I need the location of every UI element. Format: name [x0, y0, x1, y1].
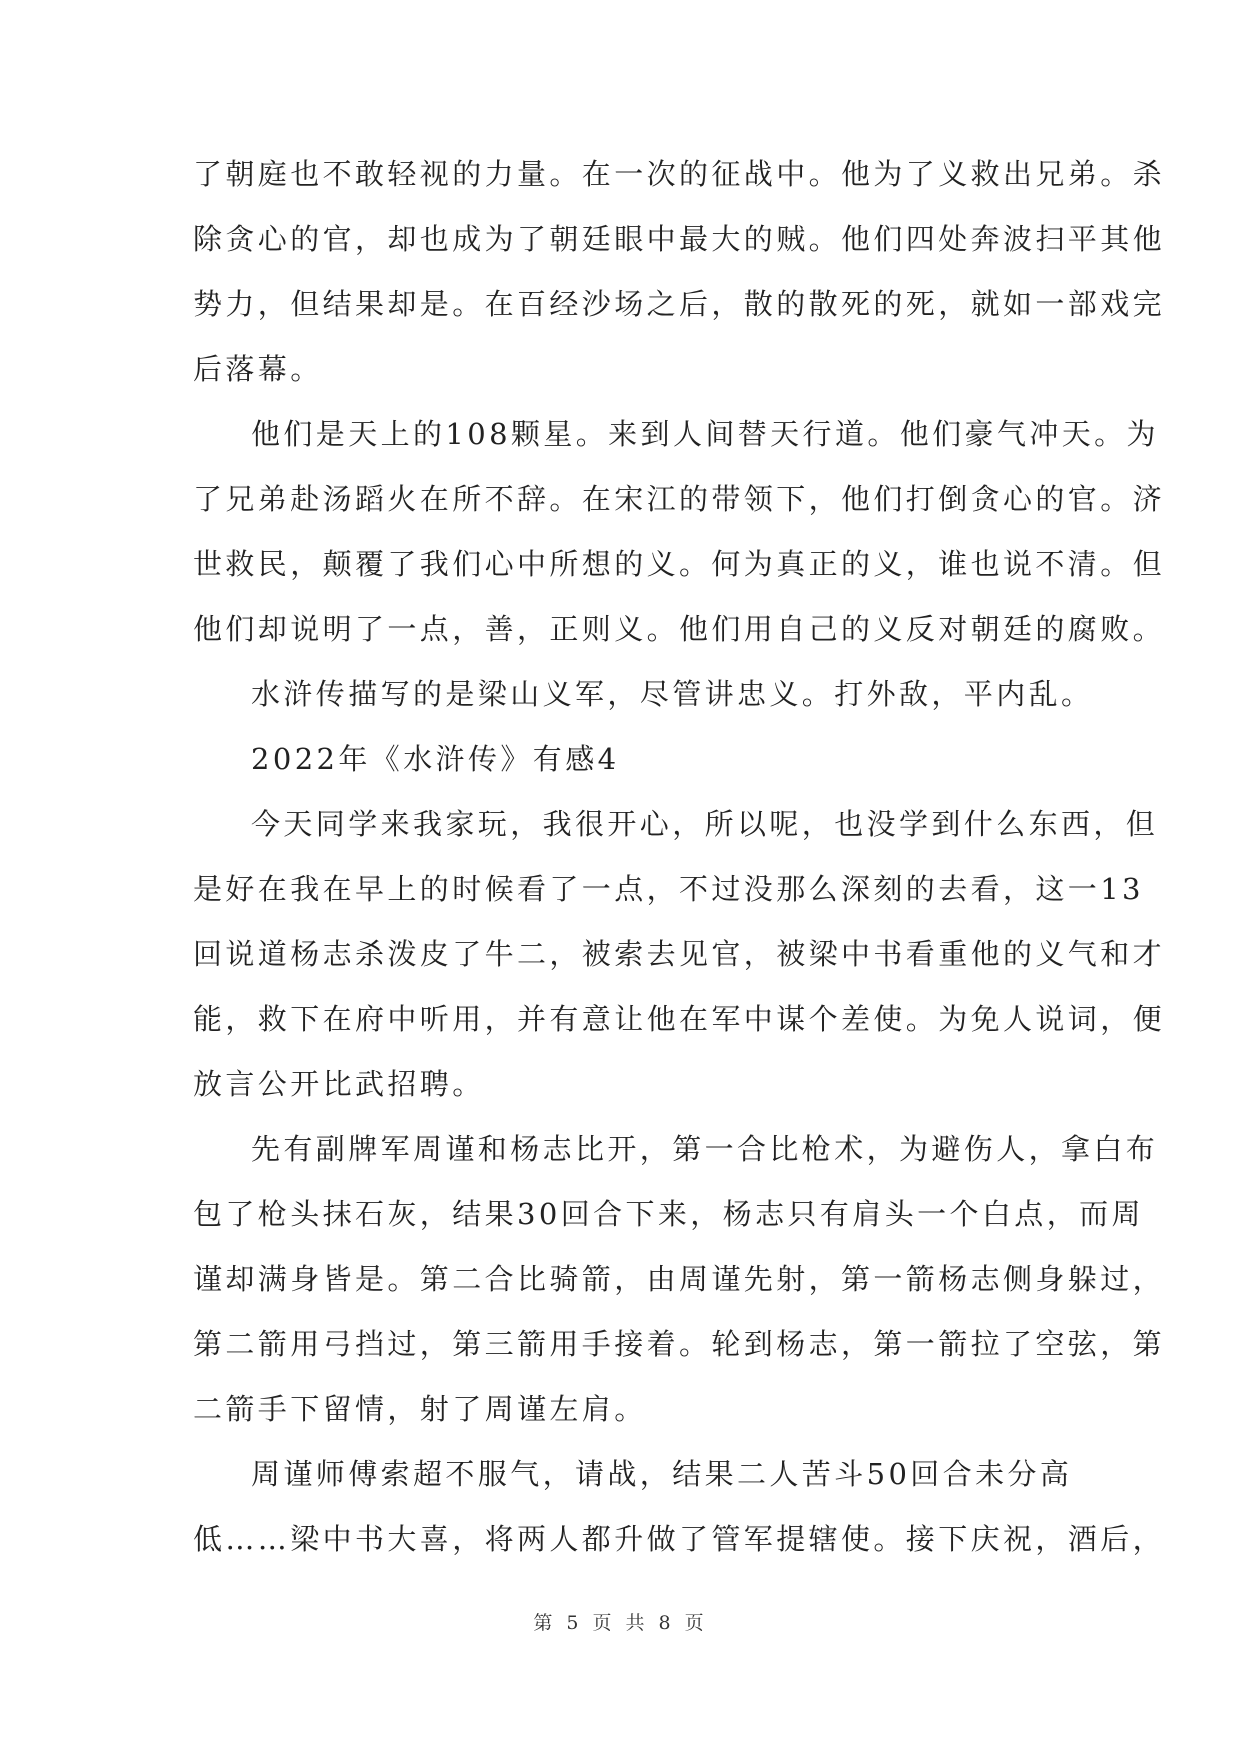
paragraph-2 — [193, 402, 1166, 662]
text-line: 是好在我在早上的时候看了一点，不过没那么深刻的去看，这一13 — [193, 872, 1144, 906]
text-line: 周谨师傅索超不服气，请战，结果二人苦斗50回合未分高 — [251, 1457, 1073, 1491]
paragraph-6 — [193, 1442, 1166, 1572]
text-line: 他们却说明了一点，善，正则义。他们用自己的义反对朝廷的腐败。 — [193, 612, 1166, 646]
text-line: 水浒传描写的是梁山义军，尽管讲忠义。打外敌，平内乱。 — [251, 677, 1094, 711]
text-line: 了朝庭也不敢轻视的力量。在一次的征战中。他为了义救出兄弟。杀 — [193, 157, 1166, 191]
text-line: 低……梁中书大喜，将两人都升做了管军提辖使。接下庆祝，酒后， — [193, 1522, 1166, 1556]
text-line: 能，救下在府中听用，并有意让他在军中谋个差使。为免人说词，便 — [193, 1002, 1166, 1036]
heading-line: 2022年《水浒传》有感4 — [251, 742, 620, 776]
text-line: 了兄弟赴汤蹈火在所不辞。在宋江的带领下，他们打倒贪心的官。济 — [193, 482, 1166, 516]
text-line: 世救民，颠覆了我们心中所想的义。何为真正的义，谁也说不清。但 — [193, 547, 1166, 581]
text-line: 后落幕。 — [193, 352, 323, 386]
text-line: 今天同学来我家玩，我很开心，所以呢，也没学到什么东西，但 — [251, 807, 1159, 841]
body-text — [193, 142, 1166, 1572]
text-line: 放言公开比武招聘。 — [193, 1067, 485, 1101]
text-line: 除贪心的官，却也成为了朝廷眼中最大的贼。他们四处奔波扫平其他 — [193, 222, 1166, 256]
paragraph-5 — [193, 1117, 1166, 1442]
paragraph-1 — [193, 142, 1166, 402]
paragraph-3 — [193, 662, 1094, 727]
text-line: 先有副牌军周谨和杨志比开，第一合比枪术，为避伤人，拿白布 — [251, 1132, 1159, 1166]
text-line: 他们是天上的108颗星。来到人间替天行道。他们豪气冲天。为 — [251, 417, 1159, 451]
text-line: 势力，但结果却是。在百经沙场之后，散的散死的死，就如一部戏完 — [193, 287, 1166, 321]
text-line: 回说道杨志杀泼皮了牛二，被索去见官，被梁中书看重他的义气和才 — [193, 937, 1166, 971]
page-number-footer: 第 5 页 共 8 页 — [533, 1612, 708, 1634]
text-line: 二箭手下留情，射了周谨左肩。 — [193, 1392, 647, 1426]
text-line: 包了枪头抹石灰，结果30回合下来，杨志只有肩头一个白点，而周 — [193, 1197, 1144, 1231]
text-line: 第二箭用弓挡过，第三箭用手接着。轮到杨志，第一箭拉了空弦，第 — [193, 1327, 1166, 1361]
paragraph-4 — [193, 792, 1166, 1117]
section-heading — [193, 727, 1055, 792]
text-line: 谨却满身皆是。第二合比骑箭，由周谨先射，第一箭杨志侧身躲过， — [193, 1262, 1166, 1296]
